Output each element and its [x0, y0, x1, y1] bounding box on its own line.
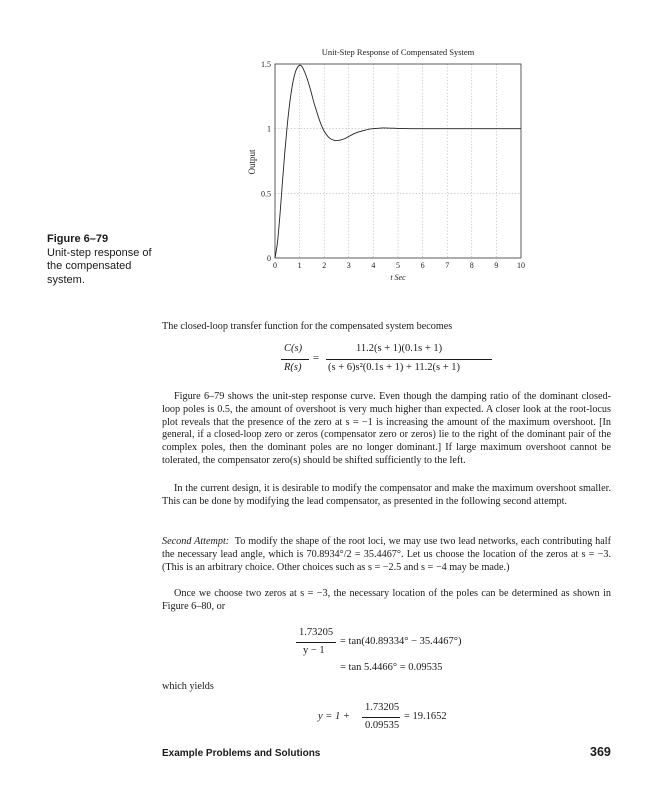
x-tick-label: 5: [396, 261, 400, 270]
tan-fraction-bar: [296, 642, 336, 643]
tf-equals: =: [313, 353, 319, 364]
footer-section-title: Example Problems and Solutions: [162, 748, 321, 759]
paragraph-intro: The closed-loop transfer function for the compensated system becomes: [162, 321, 453, 332]
x-tick-label: 4: [371, 261, 376, 270]
y-tick-label: 0: [267, 254, 271, 263]
figure-caption-text: Unit-step response of the compensated system.: [47, 246, 152, 286]
second-attempt-label: Second Attempt:: [162, 536, 230, 547]
second-attempt-body: To modify the shape of the root loci, we may use two lead networks, each contributing half the necessary lead angle, which is 70.8934°/2 = 35.4467°. Let us choose the location of the zeros at s = −3. (This is an arbitrary choice. Other choices such as s = −2.5 and s = −4 may be made.): [162, 536, 611, 573]
tf-fraction-bar: [326, 359, 492, 360]
y-tick-label: 1.5: [261, 60, 271, 69]
paragraph-current-design: In the current design, it is desirable to modify the compensator and make the maximum overshoot smaller. This can be done by modifying the lead compensator, as presented in the following second attempt.: [162, 483, 611, 507]
x-tick-label: 0: [273, 261, 277, 270]
x-axis-ticks: [273, 261, 525, 270]
y-tick-label: 0.5: [261, 189, 271, 199]
chart-grid: [275, 64, 521, 258]
x-tick-label: 6: [420, 261, 425, 270]
tf-numerator: 11.2(s + 1)(0.1s + 1): [356, 343, 443, 354]
tf-lhs-numerator: C(s): [284, 343, 303, 354]
x-tick-label: 9: [494, 261, 499, 270]
x-tick-label: 3: [346, 261, 351, 270]
x-axis-label: t Sec: [390, 273, 406, 282]
page-number: 369: [590, 745, 611, 759]
x-tick-label: 8: [469, 261, 474, 270]
tf-lhs-denominator: R(s): [284, 362, 302, 373]
paragraph-pole-location: Once we choose two zeros at s = −3, the necessary location of the poles can be determined as shown in Figure 6–80, or: [162, 588, 611, 612]
figure-caption: [47, 233, 167, 287]
tf-denominator: (s + 6)s²(0.1s + 1) + 11.2(s + 1): [328, 362, 461, 373]
paragraph-which-yields: which yields: [162, 681, 214, 692]
tan-result: = tan 5.4466° = 0.09535: [340, 662, 443, 673]
y-axis-ticks: [261, 60, 271, 263]
y-numerator: 1.73205: [365, 702, 400, 713]
tan-numerator: 1.73205: [299, 627, 334, 638]
x-tick-label: 10: [517, 261, 525, 270]
chart-title: Unit-Step Response of Compensated System: [321, 47, 475, 57]
y-denominator: 0.09535: [365, 720, 400, 731]
figure-number: Figure 6–79: [47, 233, 109, 245]
paragraph-second-attempt: [162, 536, 611, 574]
y-fraction-bar: [362, 717, 400, 718]
tan-denominator: y − 1: [303, 645, 325, 656]
output-response-line: [275, 65, 521, 258]
x-tick-label: 2: [322, 261, 327, 270]
y-tick-label: 1: [267, 124, 271, 134]
y-axis-label: Output: [247, 149, 257, 175]
x-tick-label: 1: [297, 261, 302, 270]
y-result: = 19.1652: [404, 711, 447, 722]
tf-lhs-fraction-bar: [281, 359, 309, 360]
y-lhs: y = 1 +: [318, 711, 350, 722]
paragraph-overshoot-discussion: Figure 6–79 shows the unit-step response curve. Even though the damping ratio of the dominant closed-loop poles is 0.5, the amount of overshoot is very much higher than expected. A closer look at the root-locus plot reveals that the presence of the zero at s = −1 is increasing the amount of the maximum overshoot. [In general, if a closed-loop zero or zeros (compensator zero or zeros) lie to the right of the dominant pair of the complex poles, then the dominant poles are no longer dominant.] If large maximum overshoot cannot be tolerated, the compensator zero(s) should be shifted sufficiently to the left.: [162, 391, 611, 466]
tan-rhs: = tan(40.89334° − 35.4467°): [340, 636, 462, 647]
x-tick-label: 7: [445, 261, 450, 270]
